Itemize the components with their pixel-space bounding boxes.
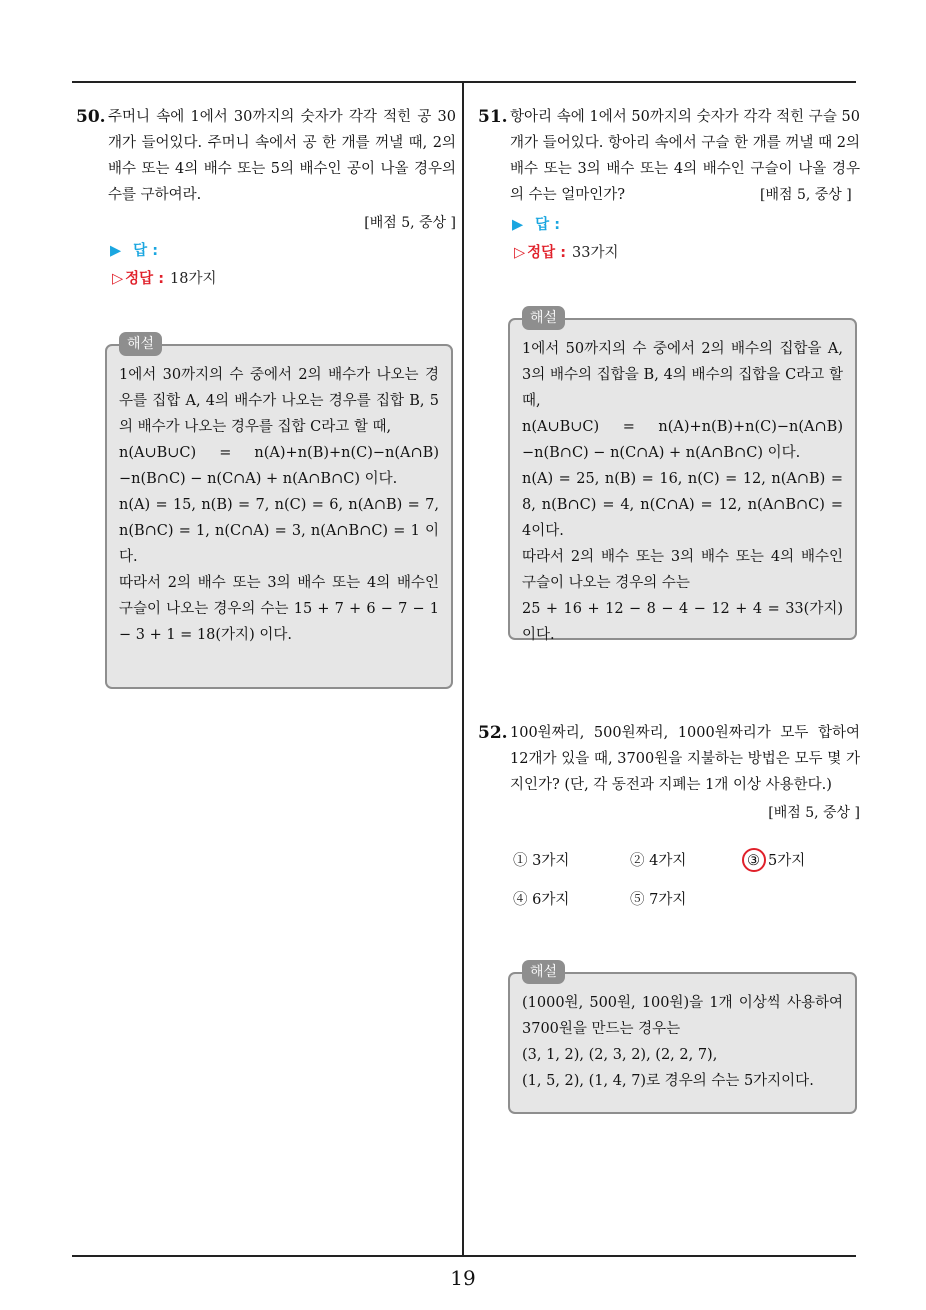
choice-2[interactable]: ② 4가지	[630, 853, 687, 869]
answer-line	[512, 214, 560, 236]
bottom-rule	[72, 1255, 856, 1257]
score: [배점 5, 중상 ]	[364, 215, 456, 231]
problem-text: 주머니 속에 1에서 30까지의 숫자가 각각 적힌 공 30개가 들어있다. 주머니 속에서 공 한 개를 꺼낼 때, 2의 배수 또는 4의 배수 또는 5의 배수인 공이 나올 경우의 수를 구하여라.	[108, 109, 456, 203]
play-triangle-icon: ▶	[512, 217, 524, 233]
answer-label: 답 :	[133, 243, 159, 259]
solution-tag: 해설	[119, 332, 162, 356]
solution-line: 따라서 2의 배수 또는 3의 배수 또는 4의 배수인 구슬이 나오는 경우의 수는 15 + 7 + 6 − 7 − 1 − 3 + 1 = 18(가지) 이다.	[119, 575, 439, 643]
solution-box	[105, 336, 453, 689]
choice-3[interactable]: ③	[747, 853, 760, 869]
problem-text: 100원짜리, 500원짜리, 1000원짜리가 모두 합하여 12개가 있을 때, 3700원을 지불하는 방법은 모두 몇 가지인가? (단, 각 동전과 지폐는 1개 이상 사용한다.)	[510, 725, 860, 793]
correct-value: 33가지	[572, 245, 619, 261]
choice-1[interactable]: ① 3가지	[513, 853, 570, 869]
choice-5[interactable]: ⑤ 7가지	[630, 892, 687, 908]
correct-answer-line	[110, 268, 217, 290]
problem-number: 52.	[478, 723, 508, 743]
score-text: [배점 5, 중상 ]	[760, 187, 852, 203]
choice-4[interactable]: ④ 6가지	[513, 892, 570, 908]
solution-line: 따라서 2의 배수 또는 3의 배수 또는 4의 배수인 구슬이 나오는 경우의 수는	[522, 549, 843, 591]
score: [배점 5, 중상 ]	[768, 805, 860, 821]
solution-box	[508, 310, 857, 643]
choice-3-label: 5가지	[768, 853, 806, 869]
solution-line: n(A) = 25, n(B) = 16, n(C) = 12, n(A∩B) = 8, n(B∩C) = 4, n(C∩A) = 12, n(A∩B∩C) = 4이다.	[522, 471, 843, 539]
page-number: 19	[450, 1266, 476, 1290]
answer-label: 답 :	[535, 217, 561, 233]
solution-tag: 해설	[522, 306, 565, 330]
solution-line: 25 + 16 + 12 − 8 − 4 − 12 + 4 = 33(가지) 이다.	[522, 601, 843, 643]
correct-value: 18가지	[170, 271, 217, 287]
column-divider	[462, 82, 464, 1257]
solution-line: n(A∪B∪C) = n(A)+n(B)+n(C)−n(A∩B)−n(B∩C) − n(C∩A) + n(A∩B∩C) 이다.	[522, 419, 843, 461]
solution-line: 1에서 50까지의 수 중에서 2의 배수의 집합을 A, 3의 배수의 집합을 B, 4의 배수의 집합을 C라고 할 때,	[522, 341, 843, 409]
outline-triangle-icon: ▷	[514, 245, 526, 261]
problem-text: 항아리 속에 1에서 50까지의 숫자가 각각 적힌 구슬 50개가 들어있다. 항아리 속에서 구슬 한 개를 꺼낼 때 2의 배수 또는 3의 배수 또는 4의 배수인 구슬이 나올 경우의 수는 얼마인가?	[510, 109, 860, 203]
answer-line	[110, 240, 158, 262]
solution-box	[508, 964, 857, 1114]
solution-line: (1, 5, 2), (1, 4, 7)로 경우의 수는 5가지이다.	[522, 1073, 814, 1089]
correct-answer-line	[512, 242, 619, 264]
top-rule	[72, 81, 856, 83]
solution-line: 1에서 30까지의 수 중에서 2의 배수가 나오는 경우를 집합 A, 4의 배수가 나오는 경우를 집합 B, 5의 배수가 나오는 경우를 집합 C라고 할 때,	[119, 367, 439, 435]
solution-line: (1000원, 500원, 100원)을 1개 이상씩 사용하여 3700원을 만드는 경우는	[522, 995, 843, 1037]
correct-label: 정답 :	[527, 245, 567, 261]
problem-number: 51.	[478, 107, 508, 127]
solution-line: n(A) = 15, n(B) = 7, n(C) = 6, n(A∩B) = 7, n(B∩C) = 1, n(C∩A) = 3, n(A∩B∩C) = 1 이다.	[119, 497, 439, 565]
play-triangle-icon: ▶	[110, 243, 122, 259]
problem-number: 50.	[76, 107, 106, 127]
problem-50	[76, 104, 456, 236]
outline-triangle-icon: ▷	[112, 271, 124, 287]
problem-52	[478, 720, 860, 826]
solution-tag: 해설	[522, 960, 565, 984]
solution-line: (3, 1, 2), (2, 3, 2), (2, 2, 7),	[522, 1047, 718, 1063]
correct-label: 정답 :	[125, 271, 165, 287]
solution-line: n(A∪B∪C) = n(A)+n(B)+n(C)−n(A∩B)−n(B∩C) − n(C∩A) + n(A∩B∩C) 이다.	[119, 445, 439, 487]
score	[760, 184, 852, 206]
